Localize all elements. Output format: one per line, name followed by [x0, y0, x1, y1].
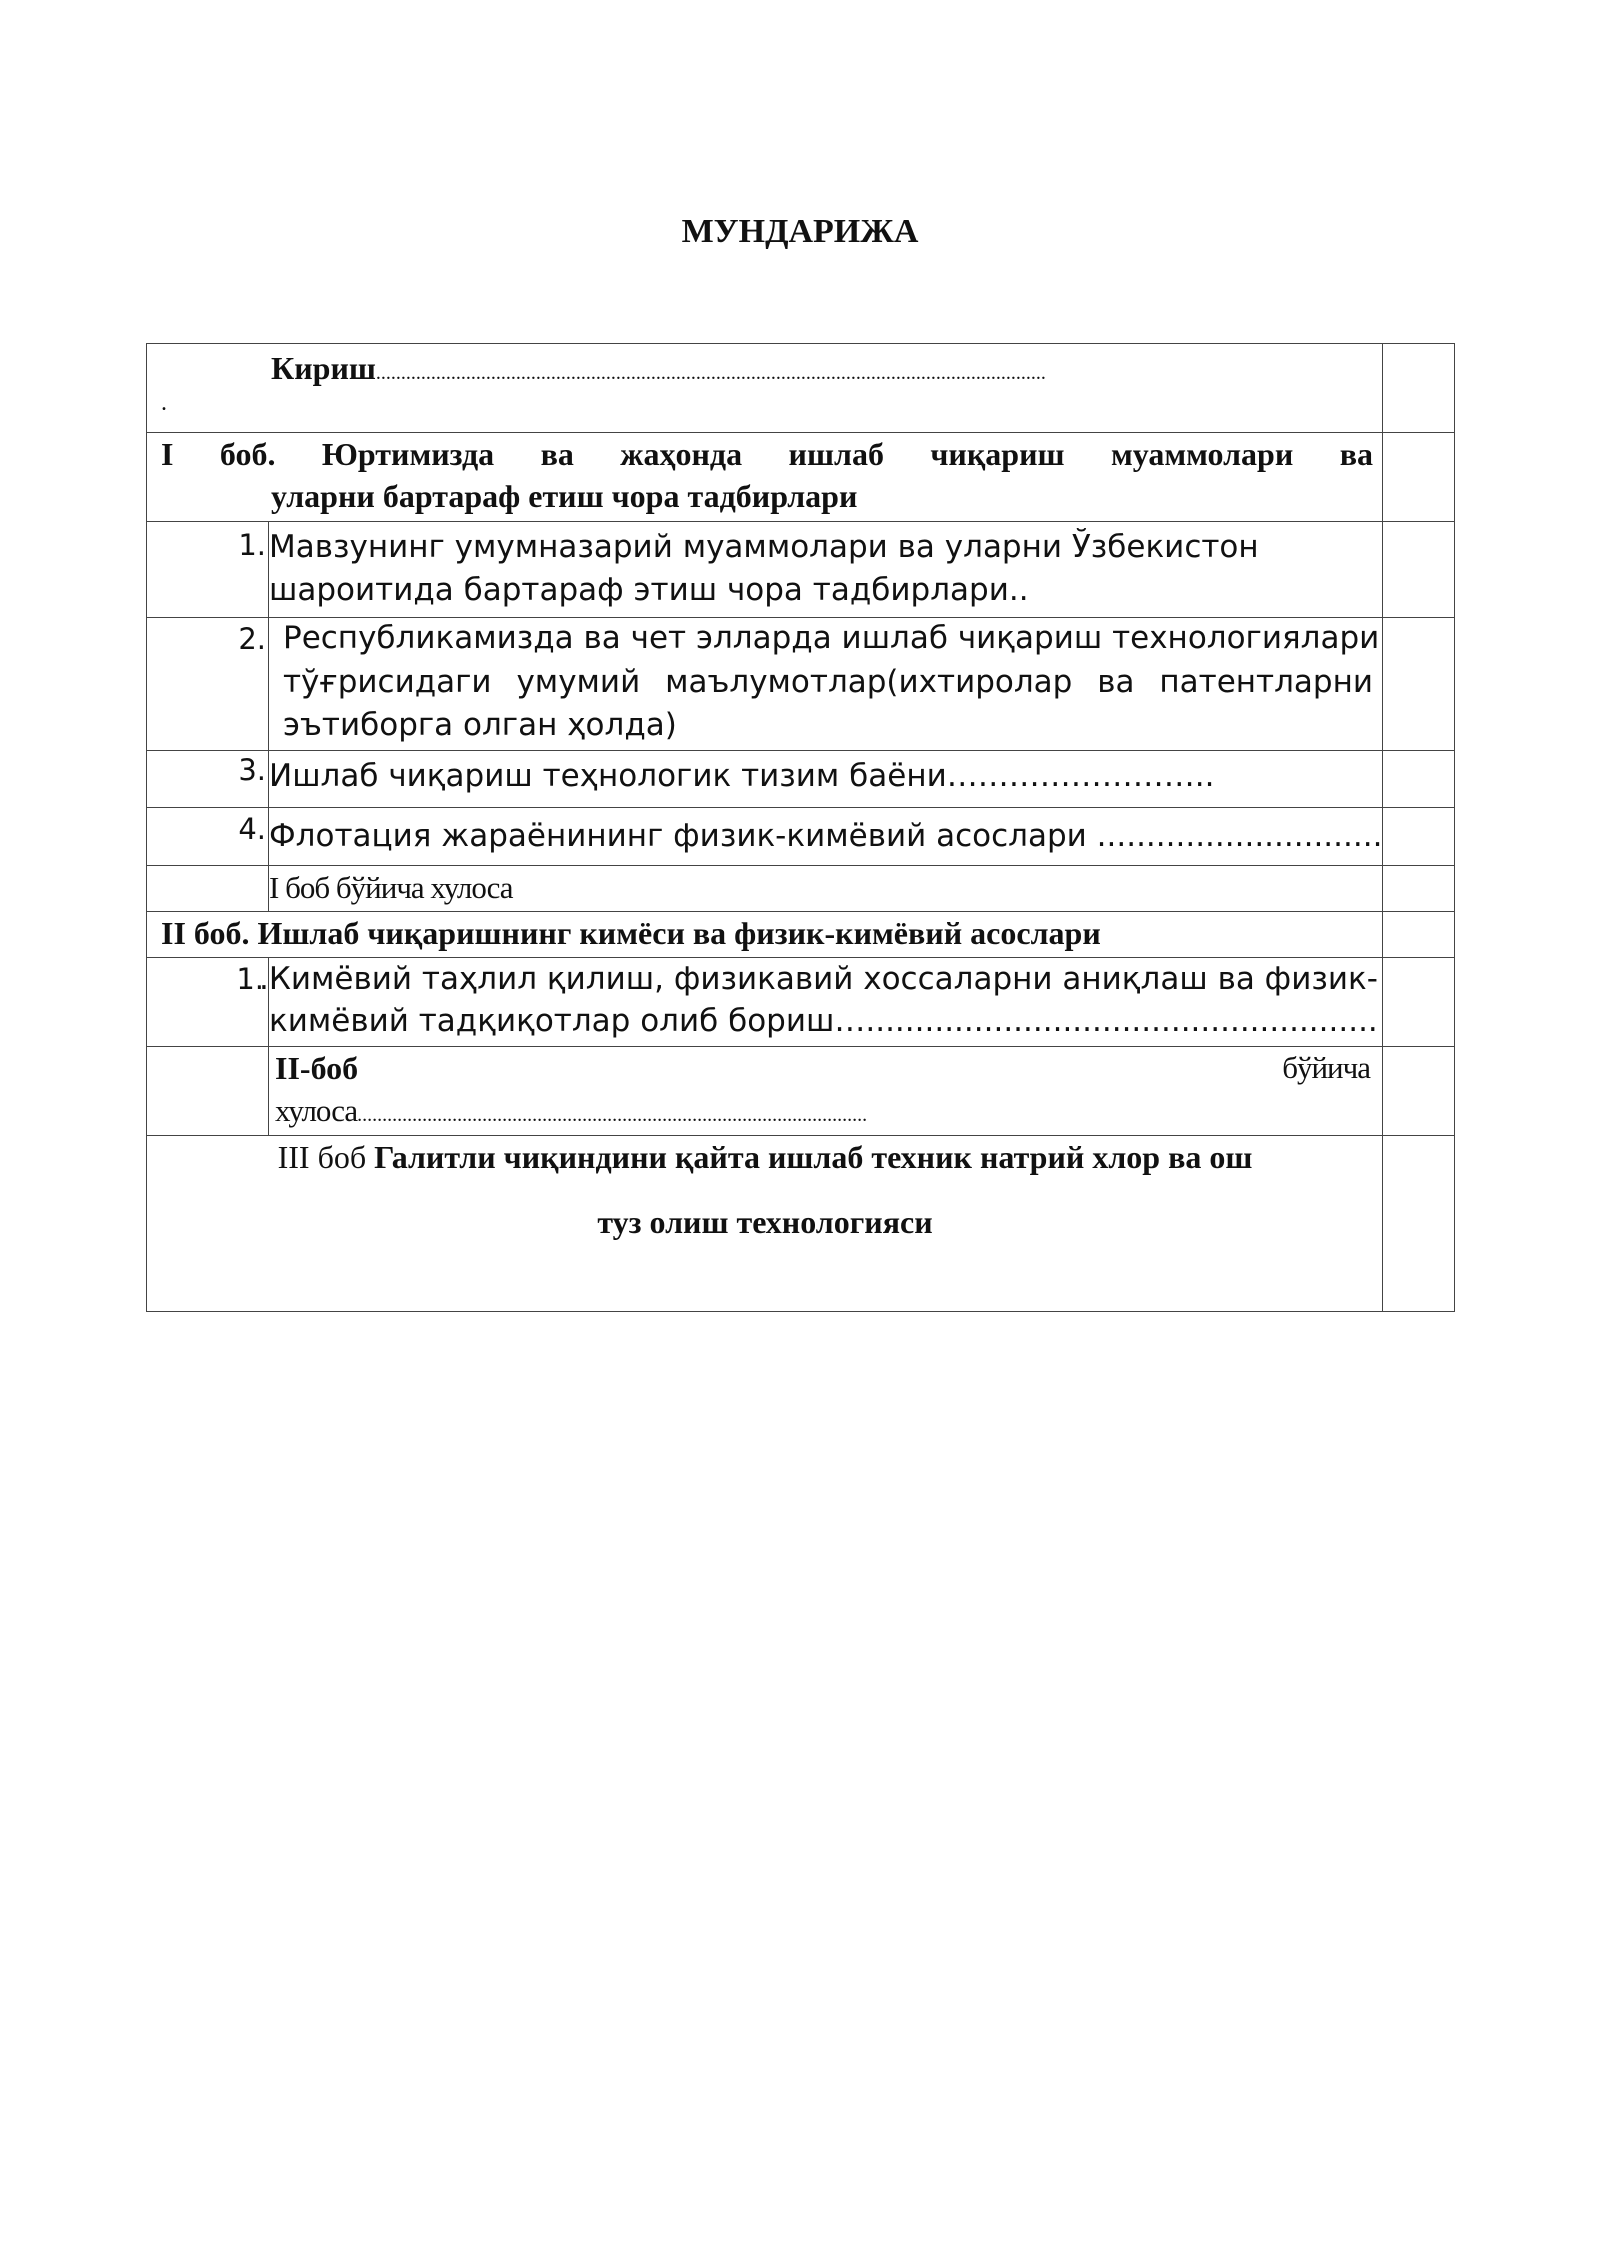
toc-entry-chapter-1[interactable]: [147, 433, 1383, 522]
chapter-2-title: II боб. Ишлаб чиқаришнинг кимёси ва физик-кимёвий асослари: [161, 915, 1101, 951]
section-1-2-number: 2.: [238, 622, 266, 656]
chapter-1-conclusion-text: I боб бўйича хулоса: [269, 870, 513, 905]
page-number-cell: [1383, 958, 1455, 1047]
section-1-1-line1: Мавзунинг умумназарий муаммолари ва уларни Ўзбекистон: [269, 529, 1259, 565]
toc-entry-section-1-2[interactable]: [269, 618, 1383, 751]
toc-entry-section-2-1[interactable]: [259, 958, 1383, 1047]
section-1-3-text: Ишлаб чиқариш теҳнологик тизим баёни……………………..: [269, 758, 1215, 794]
chapter-3-prefix: III боб: [277, 1139, 375, 1175]
toc-row-chapter-1: [147, 433, 1455, 522]
page-number-cell: [1383, 433, 1455, 522]
chapter-2-conclusion-dots: ......................................................................................................: [357, 1104, 868, 1126]
section-number-cell: [147, 958, 269, 1047]
section-1-1-number: 1.: [238, 528, 266, 562]
toc-row-chapter-1-conclusion: [147, 866, 1455, 912]
toc-entry-section-1-3[interactable]: [269, 751, 1383, 808]
intro-trail: .: [161, 390, 167, 416]
toc-entry-intro[interactable]: [147, 344, 1383, 433]
section-1-4-number: 4.: [238, 812, 266, 846]
intro-dots: ......................................................................................................................................: [375, 362, 1046, 384]
page-number-cell: [1383, 1136, 1455, 1312]
toc-entry-chapter-2[interactable]: [147, 912, 1383, 958]
section-number-cell: [147, 808, 269, 866]
section-1-1-line2: шароитида бартараф этиш чора тадбирлари..: [269, 572, 1029, 608]
toc-row-chapter-2: [147, 912, 1455, 958]
toc-entry-chapter-1-conclusion[interactable]: [269, 866, 1383, 912]
chapter-3-title-line1: Галитли чиқиндини қайта ишлаб техник натрий хлор ва ош: [374, 1139, 1253, 1175]
page-title: МУНДАРИЖА: [681, 213, 919, 250]
page-number-cell: [1383, 344, 1455, 433]
section-number-cell: [147, 866, 269, 912]
page-number-cell: [1383, 808, 1455, 866]
section-2-1-line2: кимёвий тадқиқотлар олиб бориш…....................................................: [269, 1003, 1378, 1039]
section-number-cell: [147, 618, 269, 751]
page-number-cell: [1383, 912, 1455, 958]
section-number-cell: [147, 751, 269, 808]
section-2-1-number: 1.: [236, 962, 264, 996]
page-number-cell: [1383, 751, 1455, 808]
toc-entry-chapter-3[interactable]: [147, 1136, 1383, 1312]
toc-entry-section-1-1[interactable]: [269, 522, 1383, 618]
toc-row-intro: [147, 344, 1455, 433]
intro-label: Кириш: [271, 350, 376, 386]
toc-row-section-2-1: [147, 958, 1455, 1047]
chapter-3-title-line2: туз олиш технологияси: [597, 1204, 933, 1240]
section-1-3-number: 3.: [238, 753, 266, 787]
toc-entry-chapter-2-conclusion[interactable]: [269, 1047, 1383, 1136]
section-1-2-line2: тўғрисидаги умумий маълумотлар(ихтиролар ва патентларни: [283, 664, 1373, 700]
chapter-2-conclusion-right: бўйича: [1282, 1050, 1370, 1085]
toc-row-chapter-3: [147, 1136, 1455, 1312]
page-number-cell: [1383, 1047, 1455, 1136]
page-number-cell: [1383, 618, 1455, 751]
toc-row-section-1-2: [147, 618, 1455, 751]
page-number-cell: [1383, 522, 1455, 618]
toc-row-section-1-4: [147, 808, 1455, 866]
chapter-1-title-line1: I боб. Юртимизда ва жаҳонда ишлаб чиқариш муаммолари ва: [161, 436, 1373, 472]
toc-row-section-1-3: [147, 751, 1455, 808]
section-1-2-line3: эътиборга олган ҳолда): [283, 707, 677, 743]
section-1-4-text: Флотация жараёнининг физик-кимёвий асослари .............................: [269, 818, 1383, 854]
chapter-1-title-line2: уларни бартараф етиш чора тадбирлари: [271, 478, 858, 514]
chapter-2-conclusion-label: II-боб: [275, 1050, 359, 1086]
toc-row-chapter-2-conclusion: [147, 1047, 1455, 1136]
chapter-2-conclusion-line2: хулоса: [275, 1093, 358, 1128]
page-number-cell: [1383, 866, 1455, 912]
toc-row-section-1-1: [147, 522, 1455, 618]
section-number-cell: [147, 1047, 269, 1136]
section-2-1-line1: .Кимёвий таҳлил қилиш, физикавий хоссаларни аниқлаш ва физик-: [259, 961, 1378, 997]
table-of-contents: [146, 343, 1455, 1312]
section-1-2-line1: Республикамизда ва чет элларда ишлаб чиқариш технологиялари: [283, 620, 1380, 656]
section-number-cell: [147, 522, 269, 618]
toc-entry-section-1-4[interactable]: [269, 808, 1383, 866]
